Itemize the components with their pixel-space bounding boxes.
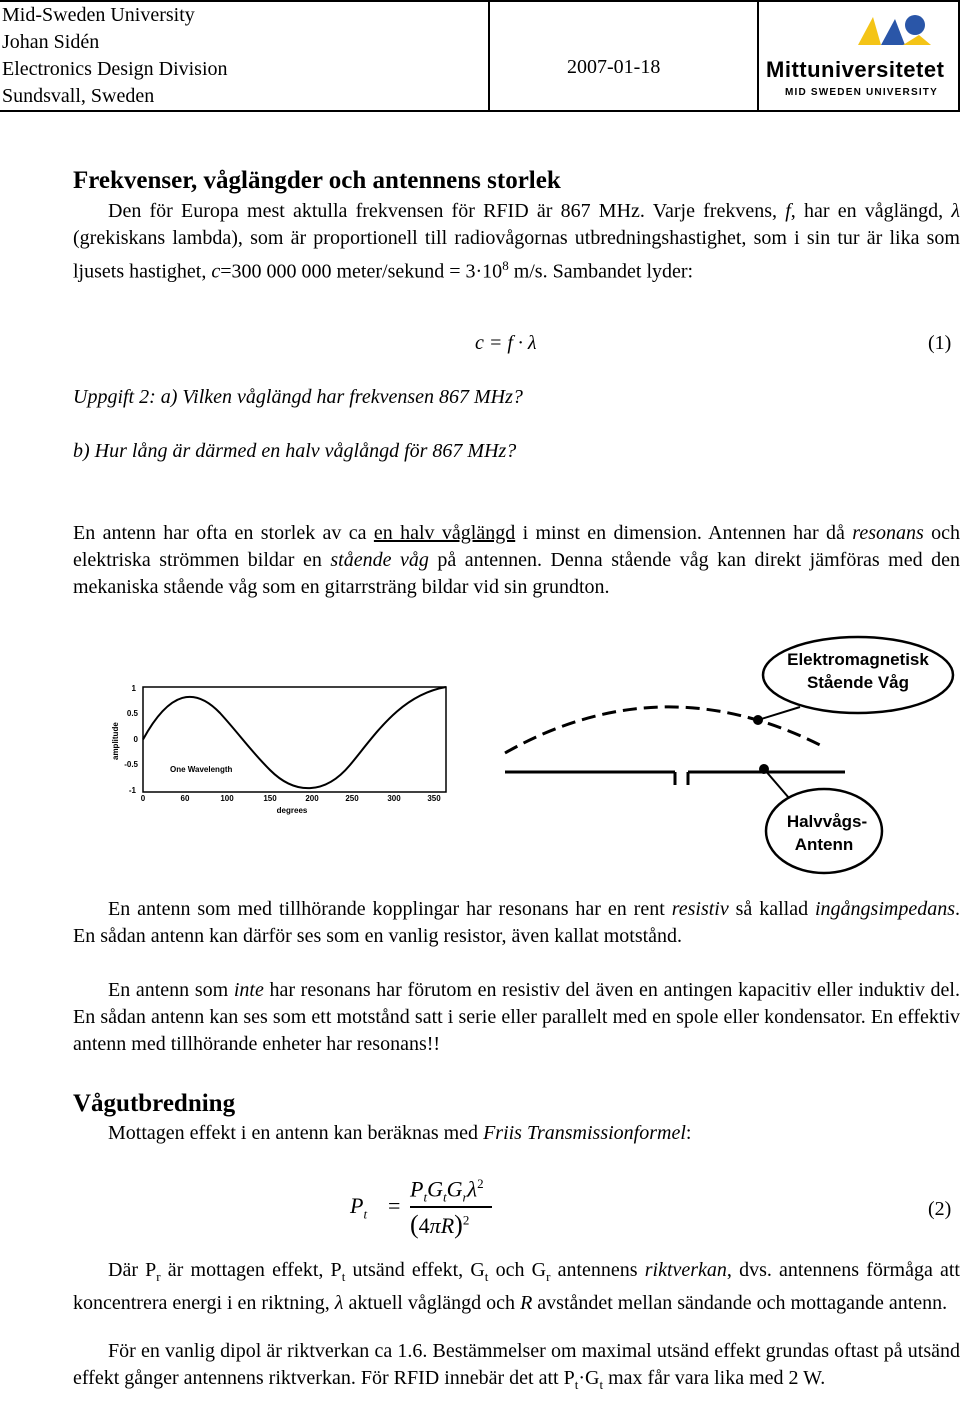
p2-text-3: och elektriska strömmen bildar en [73, 522, 960, 571]
p6-text-2: ·G [578, 1367, 600, 1389]
task-b: b) Hur lång är därmed en halv våglångd för 867 MHz? [73, 440, 517, 462]
p5-text-1: Där P [108, 1259, 157, 1281]
x-tick-2: 60 [180, 794, 190, 803]
bubble-top-line1: Elektromagnetisk [787, 650, 929, 669]
header-right-border [958, 0, 960, 111]
paragraph-variables: Där $P_r$ är mottagen effekt, $P_t$ utsänd effekt, $G_t$ och $G_r$ antennens riktverkan, dvs. antennens förmåga att koncentrera energi i en riktning, λ aktuell våglängd och R avståndet mellan sändande och mottagande antenn. [73, 1259, 960, 1314]
p2-underlined: en halv våglängd [373, 522, 516, 544]
x-tick-4: 150 [263, 794, 277, 803]
p5-lambda: λ [334, 1292, 344, 1314]
x-tick-3: 100 [220, 794, 234, 803]
p4-text-1: En antenn som [108, 979, 234, 1001]
equation-2: $P_t$ = $P_tG_tG_r\lambda^2$ $(4\pi R)^2$ [350, 1170, 510, 1245]
dashed-wave-arc [505, 707, 820, 753]
header-author: Johan Sidén [2, 31, 100, 53]
x-tick-6: 250 [345, 794, 359, 803]
p3-text-3: . En sådan antenn kan därför ses som en vanlig resistor, även kallat motstånd. [73, 898, 960, 947]
plot-frame [143, 687, 446, 792]
y-tick-3: 0 [133, 735, 138, 744]
p2-staende-vag: stående våg [330, 549, 429, 571]
paragraph-dipole: För en vanlig dipol är riktverkan ca 1.6. Bestämmelser om maximal utsänd effekt grundas oftast på utsänd effekt gånger antennens riktverkan. För RFID innebär det att $P_t\cdot G_t$ max får vara lika med 2 W. [73, 1340, 960, 1392]
friis-intro-colon: : [685, 1122, 692, 1144]
section-title-frequencies: Frekvenser, våglängder och antennens storlek [73, 167, 561, 194]
friis-name: Friis Transmissionformel [483, 1122, 686, 1144]
y-tick-2: 0.5 [126, 709, 138, 718]
annotation-one-wavelength: One Wavelength [170, 765, 233, 774]
paragraph-antenna-size [73, 520, 960, 601]
p4-inte: inte [233, 979, 264, 1001]
x-tick-7: 300 [387, 794, 401, 803]
y-tick-1: 1 [131, 684, 136, 693]
p3-text-2: så kallad [728, 898, 815, 920]
header-date: 2007-01-18 [567, 56, 661, 78]
x-tick-5: 200 [305, 794, 319, 803]
x-tick-8: 350 [427, 794, 441, 803]
p5-riktverkan: riktverkan [644, 1259, 727, 1281]
header-university: Mid-Sweden University [2, 4, 195, 26]
p2-text-1: En antenn har ofta en storlek av ca [73, 522, 374, 544]
p2-text-4: på antennen. Denna stående våg kan direkt jämföras med den mekaniska stående våg som en gitarrsträng bildar vid sin grundton. [73, 549, 960, 598]
university-logo [763, 5, 955, 105]
bubble-half-wave-antenna [766, 789, 882, 873]
paragraph-non-resonant [73, 977, 960, 1058]
p2-resonans: resonans [852, 522, 924, 544]
figure-svg [100, 635, 960, 885]
intro-text-5: m/s. Sambandet lyder: [508, 260, 694, 283]
intro-text-3: (grekiskans lambda), som är proportionell till radiovågornas utbredningshastighet, som i sin tur är lika som ljusets hastighet, [73, 227, 960, 283]
intro-text-1: Den för Europa mest aktulla frekvensen för RFID är 867 MHz. Varje frekvens, [108, 200, 786, 222]
intro-text-4: =300 000 000 meter/sekund = 3·10 [220, 260, 503, 283]
p5-text-7: aktuell våglängd och [343, 1292, 521, 1314]
p5-text-2: är mottagen effekt, P [160, 1259, 342, 1281]
equation-1-number: (1) [928, 332, 952, 354]
p5-text-3: utsänd effekt, G [345, 1259, 485, 1281]
paragraph-intro [73, 198, 960, 286]
intro-text-2: , har en våglängd, [790, 200, 952, 222]
p3-resistiv: resistiv [671, 898, 729, 920]
wave-leader-line [758, 707, 800, 720]
header-bottom-border [0, 110, 960, 112]
y-tick-4: -0.5 [124, 760, 138, 769]
p3-text-1: En antenn som med tillhörande kopplingar har resonans har en rent [108, 898, 672, 920]
symbol-c: c [211, 260, 221, 283]
header-division: Electronics Design Division [2, 58, 228, 80]
header-divider-2 [757, 0, 759, 111]
p5-text-6: , dvs. antennens förmåga att koncentrera energi i en riktning, [73, 1259, 960, 1314]
equation-1: c = f · λ [475, 332, 537, 354]
header-location: Sundsvall, Sweden [2, 85, 155, 107]
p5-text-4: och G [488, 1259, 547, 1281]
exponent: 8 [502, 258, 509, 273]
friis-intro-text: Mottagen effekt i en antenn kan beräknas med [108, 1122, 484, 1144]
paragraph-resistive [73, 896, 960, 950]
x-tick-1: 0 [140, 794, 146, 803]
logo-main-text: Mittuniversitetet [766, 57, 945, 82]
bubble-bottom-line2: Antenn [794, 835, 854, 854]
p6-text-3: max får vara lika med 2 W. [603, 1367, 826, 1389]
p3-ingangsimpedans: ingångsimpedans [815, 898, 955, 920]
paragraph-friis-intro [108, 1122, 691, 1145]
task-a: Uppgift 2: a) Vilken våglängd har frekvensen 867 MHz? [73, 386, 523, 408]
logo-sub-text: MID SWEDEN UNIVERSITY [785, 87, 938, 98]
p6-text-1: För en vanlig dipol är riktverkan ca 1.6. Bestämmelser om maximal utsänd effekt grundas oftast på utsänd effekt gånger antennens riktverkan. För RFID innebär det att P [73, 1340, 960, 1389]
x-axis-label: degrees [276, 806, 308, 815]
p5-R: R [520, 1292, 533, 1314]
figure-standing-wave [100, 635, 960, 885]
symbol-lambda: λ [951, 200, 960, 222]
equation-2-number: (2) [928, 1198, 952, 1220]
header-divider-1 [488, 0, 490, 111]
p2-text-2: i minst en dimension. Antennen har då [515, 522, 853, 544]
section-title-propagation: Vågutbredning [73, 1090, 236, 1117]
symbol-f: f [785, 200, 791, 222]
p5-text-8: avståndet mellan sändande och mottagande antenn. [532, 1292, 948, 1314]
bubble-bottom-line1: Halvvågs- [786, 812, 868, 831]
y-tick-5: -1 [128, 786, 136, 795]
p4-text-2: har resonans har förutom en resistiv del även en antingen kapacitiv eller induktiv del. En sådan antenn kan ses som ett motstånd satt i serie eller parallelt med en spole eller kondensator. En effektiv antenn med tillhörande enheter har resonans!! [73, 979, 960, 1055]
bubble-top-line2: Stående Våg [806, 673, 910, 692]
p5-text-5: antennens [550, 1259, 645, 1281]
y-axis-label: amplitude [111, 722, 120, 760]
